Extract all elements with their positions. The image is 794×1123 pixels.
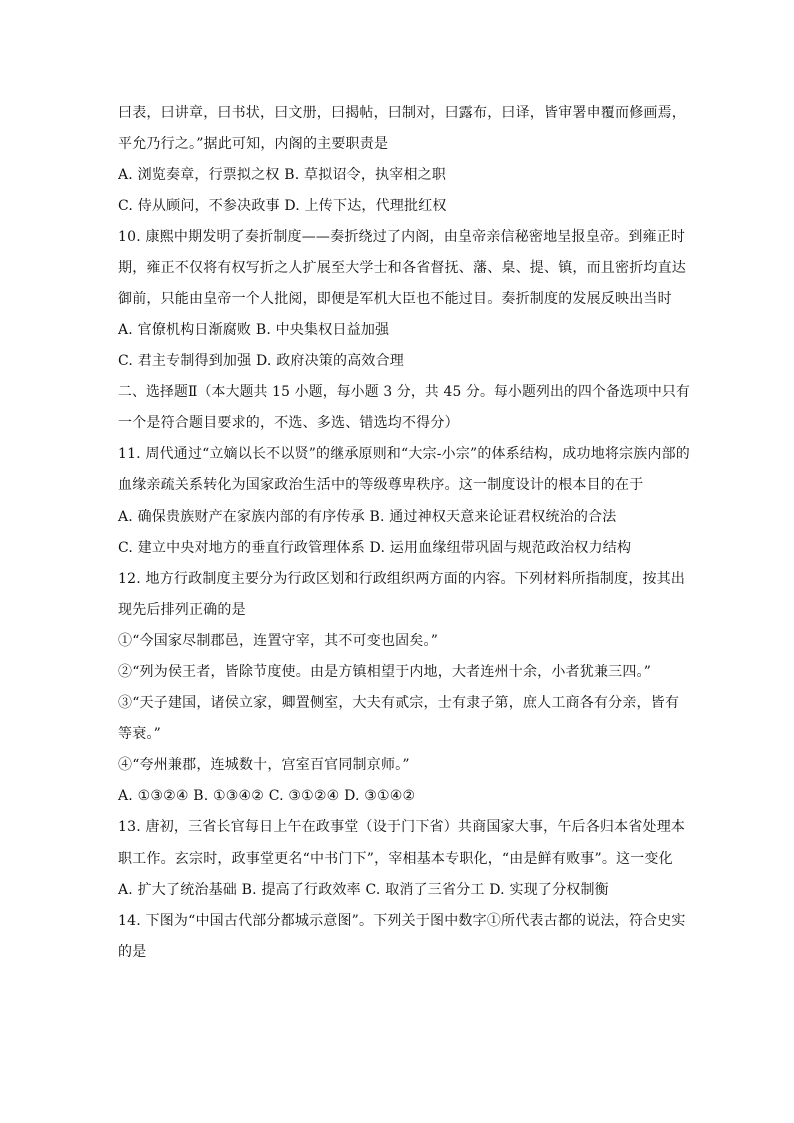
answer-options: A. 官僚机构日渐腐败 B. 中央集权日益加强 bbox=[118, 322, 390, 338]
answer-options: A. 确保贵族财产在家族内部的有序传承 B. 通过神权天意来论证君权统治的合法 bbox=[118, 509, 617, 525]
question-14: 14. 下图为“中国古代部分都城示意图”。下列关于图中数字①所代表古都的说法，符合史实 bbox=[118, 913, 686, 929]
question-12: 12. 地方行政制度主要分为行政区划和行政组织两方面的内容。下列材料所指制度，按其出 bbox=[118, 571, 686, 587]
text-line: 现先后排列正确的是 bbox=[118, 602, 246, 618]
text-line: 的是 bbox=[118, 944, 147, 960]
text-line: 等衰。” bbox=[118, 726, 161, 742]
answer-options: C. 建立中央对地方的垂直行政管理体系 D. 运用血缘纽带巩固与规范政治权力结构 bbox=[118, 540, 632, 556]
text-line: 一个是符合题目要求的，不选、多选、错选均不得分） bbox=[118, 415, 459, 431]
text-line: 曰表，曰讲章，曰书状，曰文册，曰揭帖，曰制对，曰露布，曰译，皆审署申覆而修画焉， bbox=[118, 105, 686, 121]
text-line: 御前，只能由皇帝一个人批阅，即便是军机大臣也不能过目。奏折制度的发展反映出当时 bbox=[118, 291, 672, 307]
answer-options: C. 君主专制得到加强 D. 政府决策的高效合理 bbox=[118, 353, 404, 369]
answer-options: A. ①③②④ B. ①③④② C. ③①②④ D. ③①④② bbox=[118, 788, 416, 804]
text-line: 平允乃行之。”据此可知，内阁的主要职责是 bbox=[118, 136, 389, 152]
section-heading: 二、选择题Ⅱ（本大题共 15 小题，每小题 3 分，共 45 分。每小题列出的四个备选项中只有 bbox=[118, 384, 691, 400]
answer-options: A. 扩大了统治基础 B. 提高了行政效率 C. 取消了三省分工 D. 实现了分权制衡 bbox=[118, 882, 609, 898]
text-line: 期，雍正不仅将有权写折之人扩展至大学士和各省督抚、藩、臬、提、镇，而且密折均直达 bbox=[118, 260, 686, 276]
quote-1: ①“今国家尽制郡邑，连置守宰，其不可变也固矣。” bbox=[118, 633, 439, 649]
answer-options: A. 浏览奏章，行票拟之权 B. 草拟诏令，执宰相之职 bbox=[118, 167, 447, 183]
quote-3: ③“天子建国，诸侯立家，卿置侧室，大夫有贰宗，士有隶子第，庶人工商各有分亲，皆有 bbox=[118, 695, 680, 711]
quote-2: ②“列为侯王者，皆除节度使。由是方镇相望于内地，大者连州十余，小者犹兼三四。” bbox=[118, 664, 652, 680]
text-line: 血缘亲疏关系转化为国家政治生活中的等级尊卑秩序。这一制度设计的根本目的在于 bbox=[118, 477, 644, 493]
text-line: 职工作。玄宗时，政事堂更名“中书门下”，宰相基本专职化，“由是鲜有败事”。这一变化 bbox=[118, 851, 673, 867]
quote-4: ④“夸州兼郡，连城数十，宫室百官同制京师。” bbox=[118, 757, 410, 773]
question-11: 11. 周代通过“立嫡以长不以贤”的继承原则和“大宗-小宗”的体系结构，成功地将宗族内部的 bbox=[118, 446, 690, 462]
question-10: 10. 康熙中期发明了奏折制度——奏折绕过了内阁，由皇帝亲信秘密地呈报皇帝。到雍正时 bbox=[118, 229, 686, 245]
question-13: 13. 唐初，三省长官每日上午在政事堂（设于门下省）共商国家大事，午后各归本省处理本 bbox=[118, 819, 686, 835]
answer-options: C. 侍从顾问，不参决政事 D. 上传下达，代理批红权 bbox=[118, 198, 447, 214]
